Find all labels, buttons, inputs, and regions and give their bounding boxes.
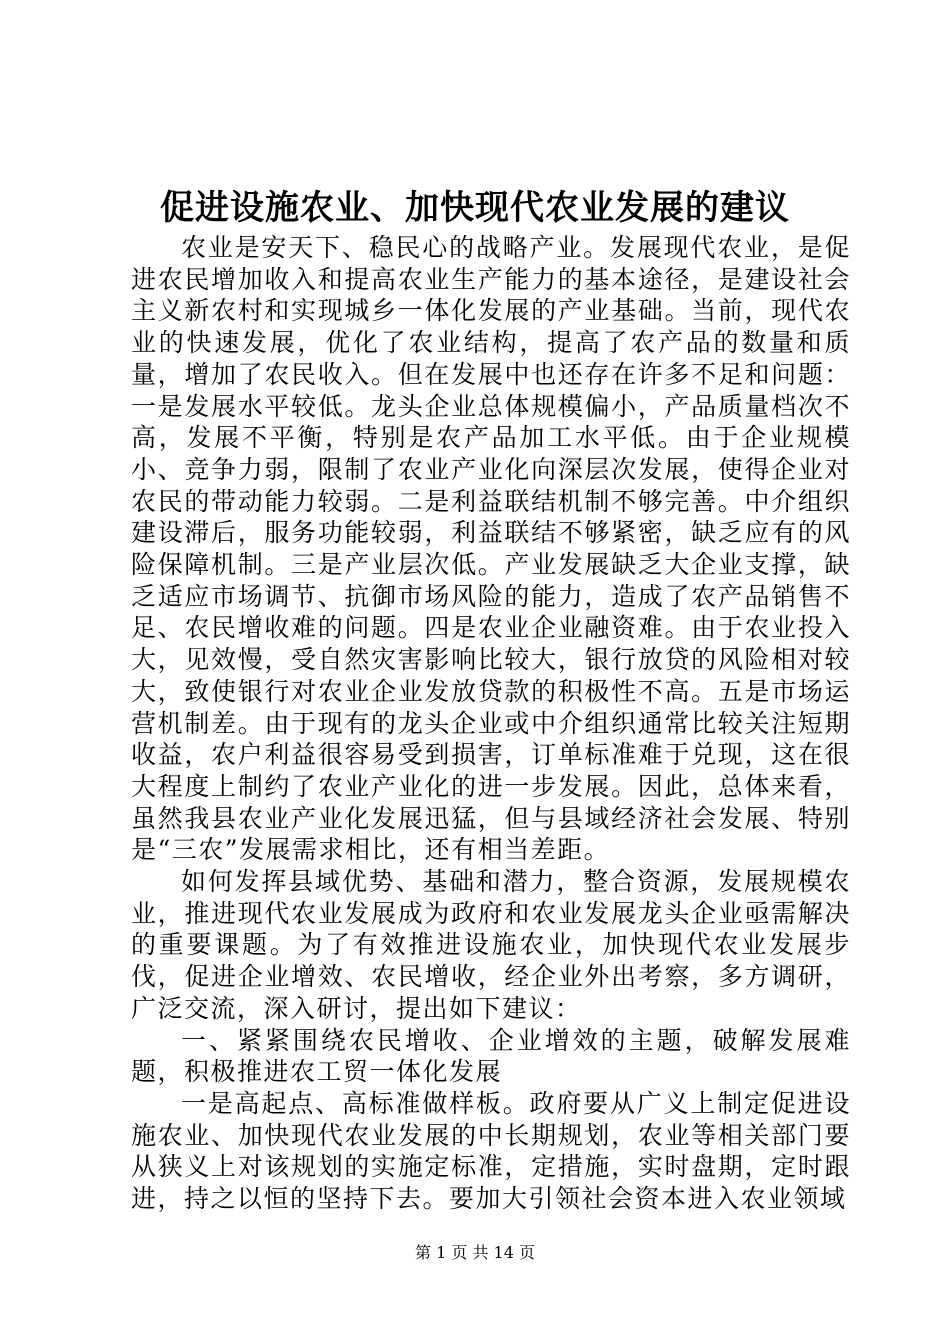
paragraph: 如何发挥县域优势、基础和潜力，整合资源，发展规模农业，推进现代农业发展成为政府和农业发展龙头企业亟需解决的重要课题。为了有效推进设施农业，加快现代农业发展步伐，促进企业增效、农民增收，经企业外出考察，多方调研，广泛交流，深入研讨，提出如下建议： — [131, 867, 851, 1023]
document-title: 促进设施农业、加快现代农业发展的建议 — [160, 188, 790, 228]
section-heading-paragraph: 一、紧紧围绕农民增收、企业增效的主题，破解发展难题，积极推进农工贸一体化发展 — [131, 1025, 851, 1087]
paragraph: 一是高起点、高标准做样板。政府要从广义上制定促进设施农业、加快现代农业发展的中长期规划，农业等相关部门要从狭义上对该规划的实施定标准，定措施，实时盘期，定时跟进，持之以恒的坚持下去。要加大引领社会资本进入农业领域 — [131, 1088, 851, 1214]
document-body — [131, 232, 851, 1215]
page-number-footer: 第 1 页 共 14 页 — [415, 1243, 535, 1262]
paragraph: 农业是安天下、稳民心的战略产业。发展现代农业，是促进农民增加收入和提高农业生产能力的基本途径，是建设社会主义新农村和实现城乡一体化发展的产业基础。当前，现代农业的快速发展，优化了农业结构，提高了农产品的数量和质量，增加了农民收入。但在发展中也还存在许多不足和问题：一是发展水平较低。龙头企业总体规模偏小，产品质量档次不高，发展不平衡，特别是农产品加工水平低。由于企业规模小、竞争力弱，限制了农业产业化向深层次发展，使得企业对农民的带动能力较弱。二是利益联结机制不够完善。中介组织建设滞后，服务功能较弱，利益联结不够紧密，缺乏应有的风险保障机制。三是产业层次低。产业发展缺乏大企业支撑，缺乏适应市场调节、抗御市场风险的能力，造成了农产品销售不足、农民增收难的问题。四是农业企业融资难。由于农业投入大，见效慢，受自然灾害影响比较大，银行放贷的风险相对较大，致使银行对农业企业发放贷款的积极性不高。五是市场运营机制差。由于现有的龙头企业或中介组织通常比较关注短期收益，农户利益很容易受到损害，订单标准难于兑现，这在很大程度上制约了农业产业化的进一步发展。因此，总体来看，虽然我县农业产业化发展迅猛，但与县域经济社会发展、特别是“三农”发展需求相比，还有相当差距。 — [131, 233, 851, 865]
